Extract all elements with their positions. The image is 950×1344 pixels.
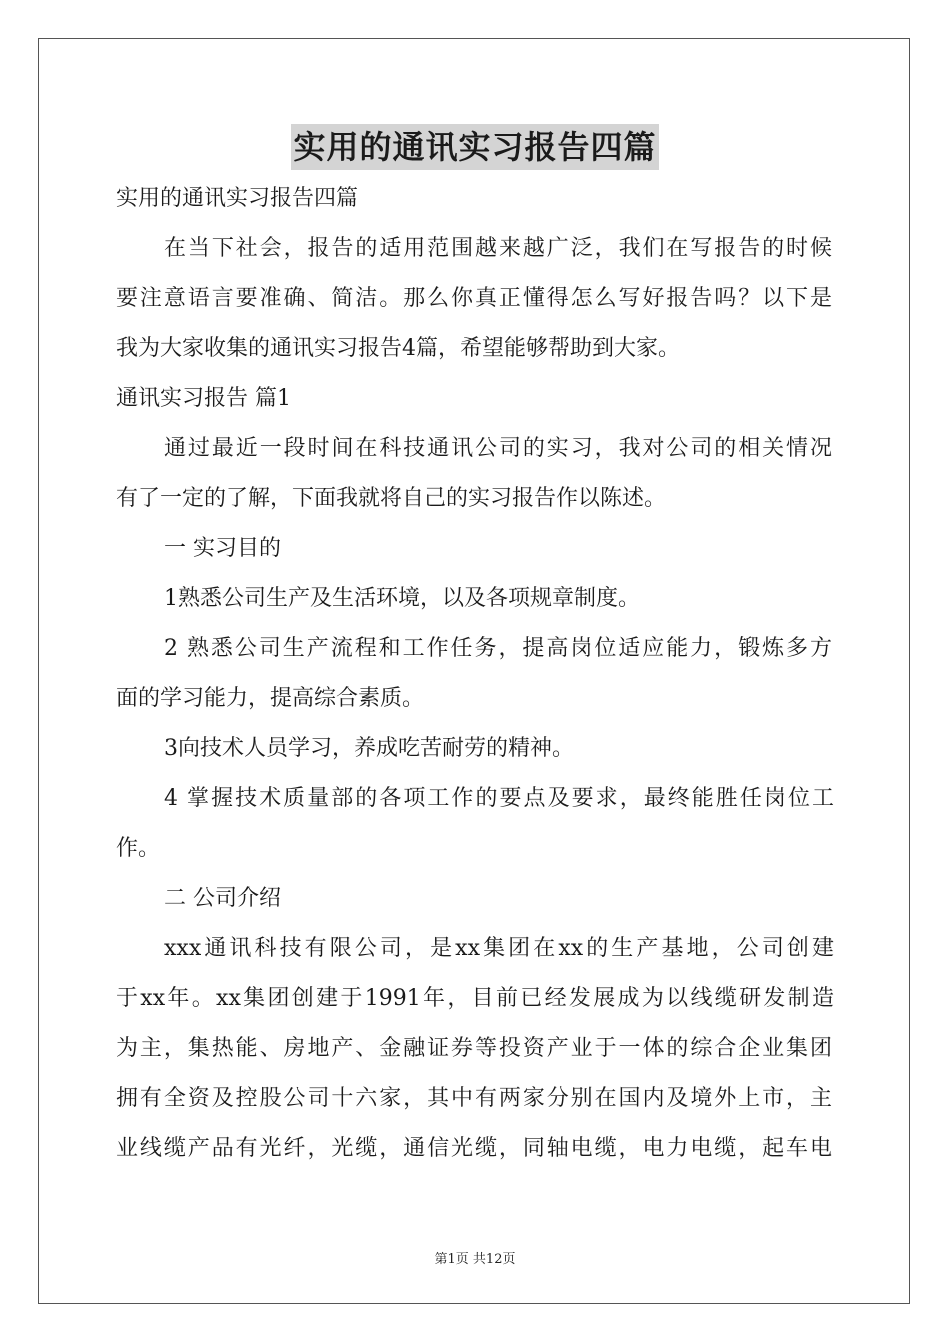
paragraph-line: 要注意语言要准确、简洁。那么你真正懂得怎么写好报告吗？以下是 <box>116 286 832 311</box>
paragraph-line: 为主，集热能、房地产、金融证券等投资产业于一体的综合企业集团 <box>116 1036 832 1061</box>
paragraph-line: xxx通讯科技有限公司，是xx集团在xx的生产基地，公司创建 <box>164 936 834 961</box>
subsection-heading: 二 公司介绍 <box>164 886 281 911</box>
page-border <box>38 38 910 1304</box>
paragraph-line: 拥有全资及控股公司十六家，其中有两家分别在国内及境外上市，主 <box>116 1086 832 1111</box>
subsection-heading: 一 实习目的 <box>164 536 281 561</box>
subtitle-line: 实用的通讯实习报告四篇 <box>116 186 359 211</box>
paragraph-line: 通过最近一段时间在科技通讯公司的实习，我对公司的相关情况 <box>164 436 832 461</box>
list-item: 1熟悉公司生产及生活环境，以及各项规章制度。 <box>164 586 640 611</box>
list-item: 面的学习能力，提高综合素质。 <box>116 686 425 711</box>
section-heading: 通讯实习报告 篇1 <box>116 386 291 411</box>
paragraph-line: 于xx年。xx集团创建于1991年，目前已经发展成为以线缆研发制造 <box>116 986 834 1011</box>
document-title: 实用的通讯实习报告四篇 <box>291 124 658 170</box>
list-item: 2 熟悉公司生产流程和工作任务，提高岗位适应能力，锻炼多方 <box>164 636 832 661</box>
list-item: 4 掌握技术质量部的各项工作的要点及要求，最终能胜任岗位工 <box>164 786 834 811</box>
paragraph-line: 我为大家收集的通讯实习报告4篇，希望能够帮助到大家。 <box>116 336 680 361</box>
list-item: 3向技术人员学习，养成吃苦耐劳的精神。 <box>164 736 574 761</box>
paragraph-line: 业线缆产品有光纤，光缆，通信光缆，同轴电缆，电力电缆，起车电 <box>116 1136 832 1161</box>
paragraph-line: 有了一定的了解，下面我就将自己的实习报告作以陈述。 <box>116 486 667 511</box>
page-footer: 第1页 共12页 <box>434 1252 516 1267</box>
paragraph-line: 在当下社会，报告的适用范围越来越广泛，我们在写报告的时候 <box>164 236 832 261</box>
title-wrap <box>0 124 950 170</box>
list-item: 作。 <box>116 836 161 861</box>
